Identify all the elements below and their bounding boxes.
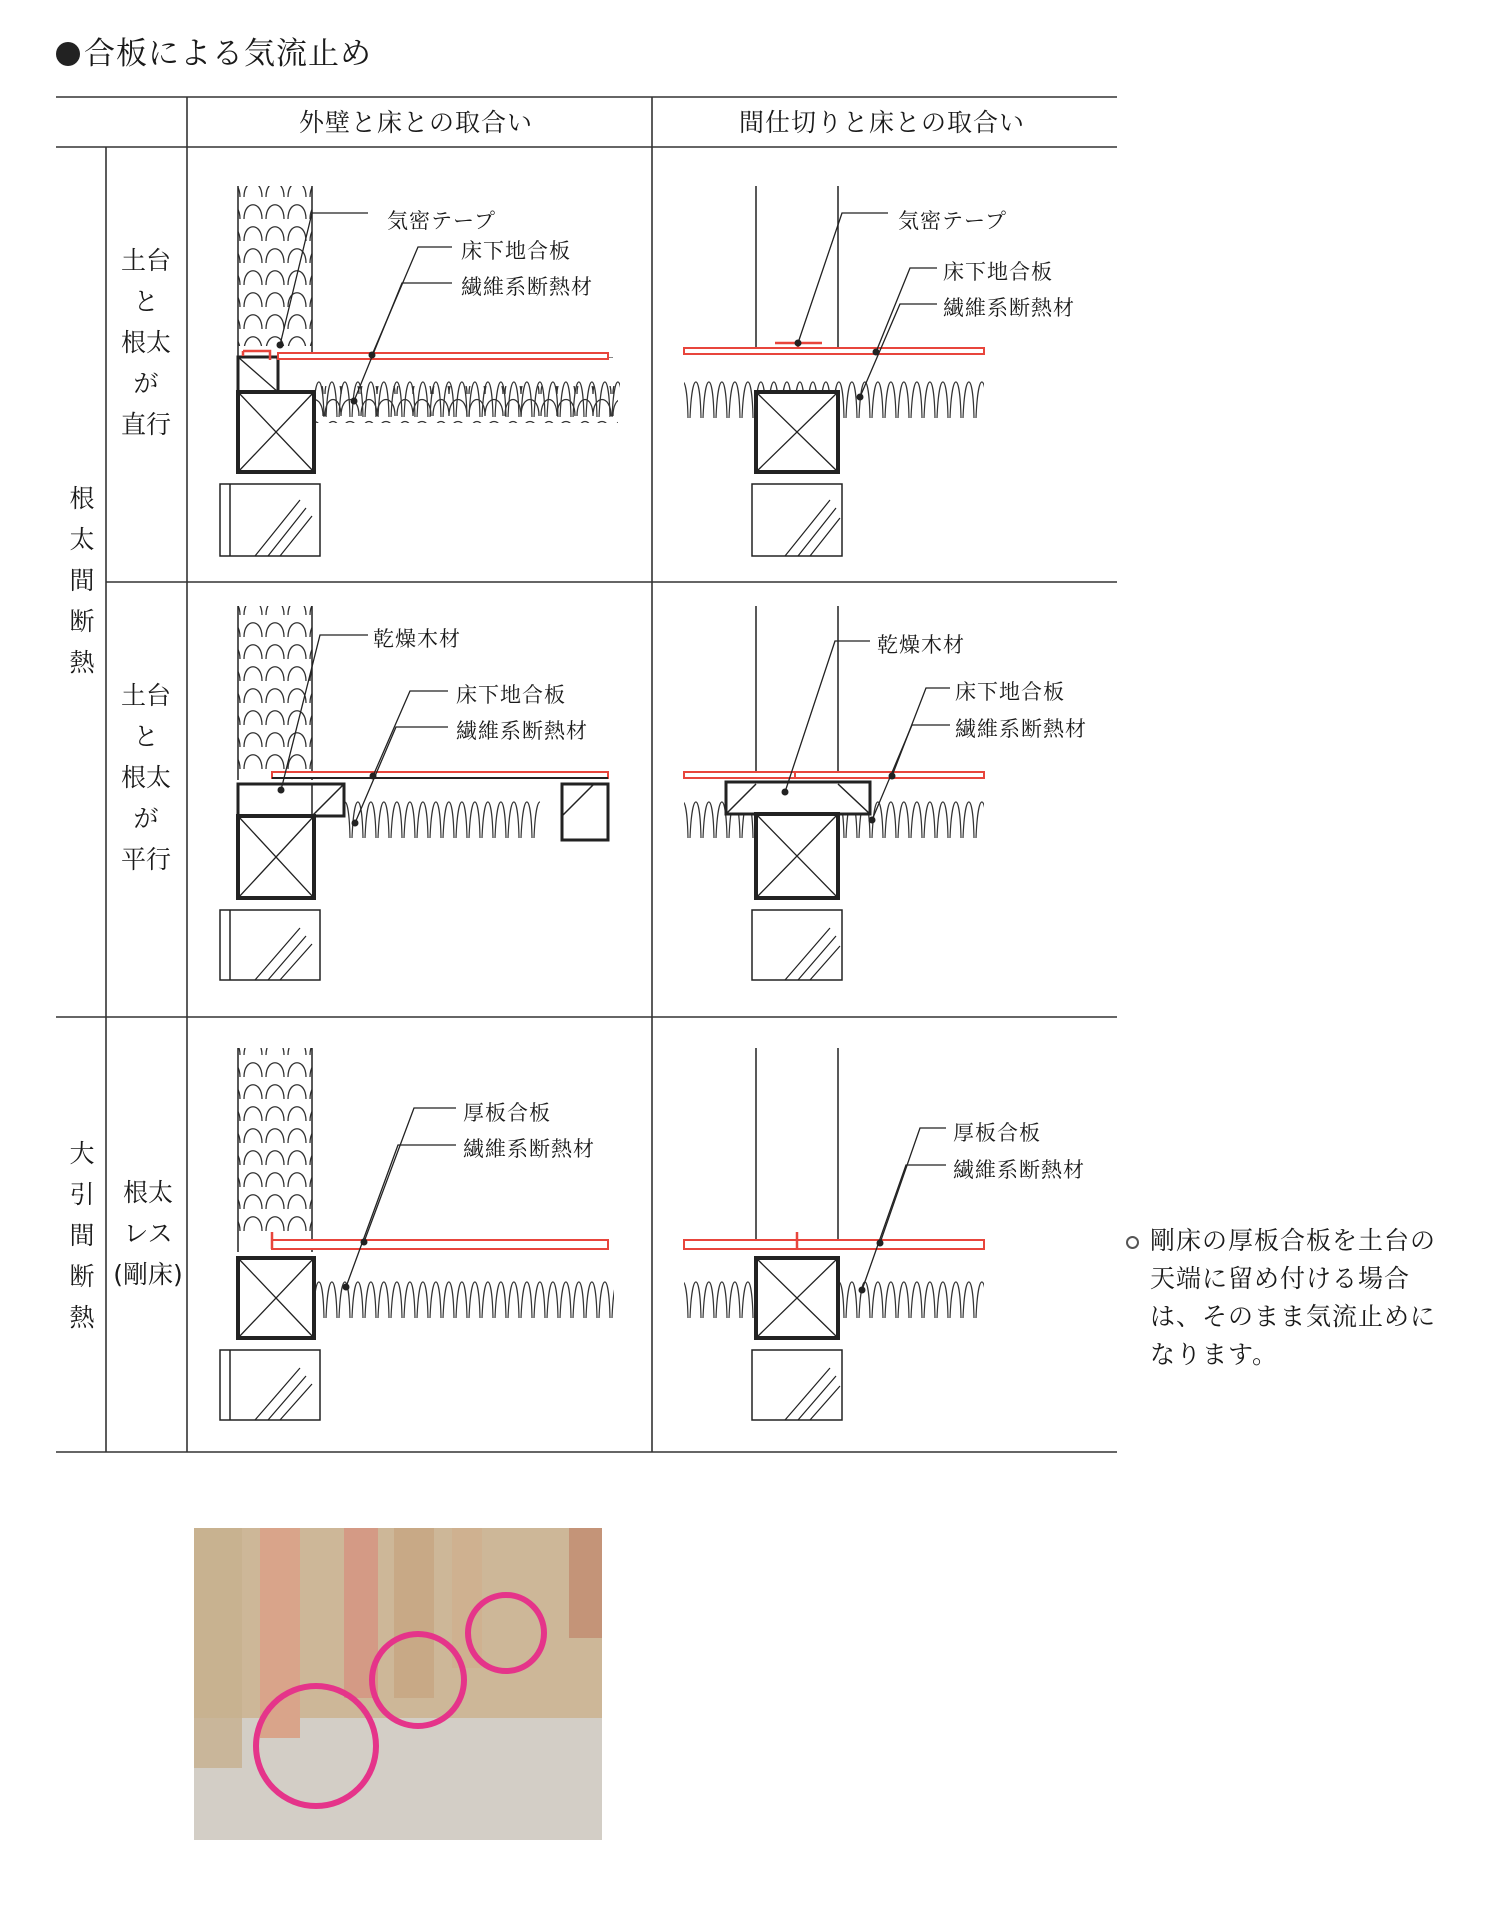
row-label-perpendicular: 土台 と 根太 が 直行 xyxy=(120,246,171,439)
row-label-joistless: 根太 レス (剛床) xyxy=(113,1178,183,1289)
row-label-parallel: 土台 と 根太 が 平行 xyxy=(120,681,171,874)
page-title: 合板による気流止め xyxy=(56,28,372,73)
group-label-joist: 根 太 間 断 熱 xyxy=(69,484,95,677)
label-kimitsu-tape: 気密テープ xyxy=(387,209,496,233)
label-atsuita-gohan: 厚板合板 xyxy=(463,1101,551,1125)
detail-r1-exterior xyxy=(220,186,620,556)
detail-r3-exterior xyxy=(220,1048,614,1420)
note-text: 剛床の厚板合板を土台の天端に留め付ける場合は、そのまま気流止めになります。 xyxy=(1150,1226,1437,1369)
detail-r2-partition xyxy=(684,606,984,980)
label-yukashita-gohan: 床下地合板 xyxy=(943,260,1053,284)
label-sen-i-dannetsu: 繊維系断熱材 xyxy=(953,1158,1085,1182)
column-header-exterior: 外壁と床との取合い xyxy=(298,108,533,137)
label-sen-i-dannetsu: 繊維系断熱材 xyxy=(943,296,1075,320)
label-sen-i-dannetsu: 繊維系断熱材 xyxy=(955,717,1087,741)
label-kanso-mokuzai: 乾燥木材 xyxy=(373,627,461,651)
group-label-beam: 大 引 間 断 熱 xyxy=(69,1139,95,1332)
detail-r1-partition xyxy=(684,186,984,556)
column-header-partition: 間仕切りと床との取合い xyxy=(738,108,1025,137)
detail-r2-exterior xyxy=(220,606,608,980)
detail-r3-partition xyxy=(684,1048,984,1420)
label-yukashita-gohan: 床下地合板 xyxy=(456,683,566,707)
label-sen-i-dannetsu: 繊維系断熱材 xyxy=(461,275,593,299)
label-kimitsu-tape: 気密テープ xyxy=(898,209,1007,233)
label-yukashita-gohan: 床下地合板 xyxy=(461,239,571,263)
label-yukashita-gohan: 床下地合板 xyxy=(955,680,1065,704)
label-sen-i-dannetsu: 繊維系断熱材 xyxy=(456,719,588,743)
label-kanso-mokuzai: 乾燥木材 xyxy=(877,633,965,657)
label-sen-i-dannetsu: 繊維系断熱材 xyxy=(463,1137,595,1161)
label-atsuita-gohan: 厚板合板 xyxy=(953,1121,1041,1145)
